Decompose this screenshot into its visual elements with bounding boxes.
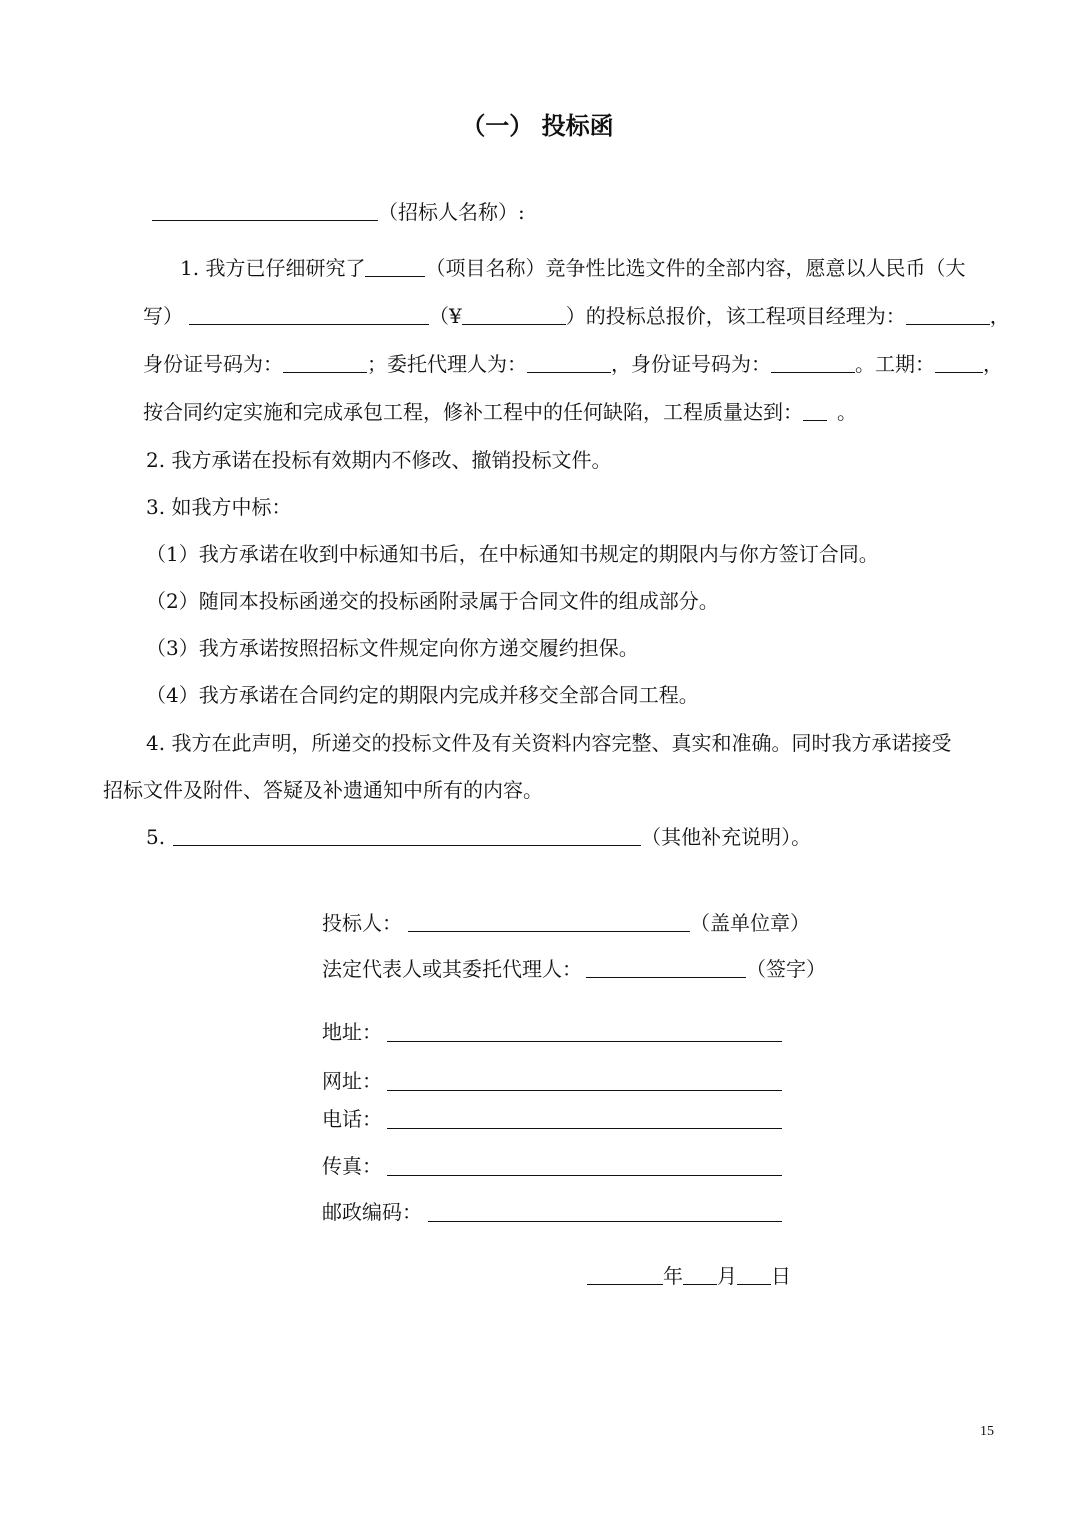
item4-line2: 招标文件及附件、答疑及补遗通知中所有的内容。	[103, 778, 543, 802]
year-blank[interactable]	[587, 1264, 663, 1285]
website-blank[interactable]	[387, 1090, 782, 1091]
item3-heading: 3. 如我方中标：	[146, 495, 292, 519]
project-name-blank[interactable]	[365, 256, 425, 277]
address-label: 地址：	[322, 1020, 382, 1044]
item3-sub-3: （3）我方承诺按照招标文件规定向你方递交履约担保。	[146, 636, 639, 660]
amount-in-figures-blank[interactable]	[462, 304, 566, 325]
bidder-line: 投标人： （盖单位章）	[322, 911, 810, 935]
postcode-label: 邮政编码：	[322, 1200, 422, 1224]
duration-blank[interactable]	[935, 352, 983, 373]
page-number: 15	[980, 1424, 994, 1439]
page-title: （一） 投标函	[461, 112, 614, 140]
website-label: 网址：	[322, 1069, 382, 1093]
representative-line: 法定代表人或其委托代理人： （签字）	[322, 957, 826, 981]
phone-blank[interactable]	[387, 1128, 782, 1129]
item2: 2. 我方承诺在投标有效期内不修改、撤销投标文件。	[146, 448, 612, 472]
date-line: 年 月 日	[587, 1262, 791, 1290]
representative-blank[interactable]	[586, 957, 746, 978]
addressee-line	[152, 198, 525, 226]
item5-line: 5. （其他补充说明）。	[146, 825, 812, 849]
fax-label: 传真：	[322, 1154, 382, 1178]
item3-sub-4: （4）我方承诺在合同约定的期限内完成并移交全部合同工程。	[146, 683, 699, 707]
item1-line2: 写） （¥ ）的投标总报价，该工程项目经理为： ，	[143, 304, 1010, 328]
fax-blank[interactable]	[387, 1175, 782, 1176]
supplementary-blank[interactable]	[173, 825, 641, 846]
day-blank[interactable]	[737, 1264, 771, 1285]
phone-label: 电话：	[322, 1107, 382, 1131]
manager-id-blank[interactable]	[283, 352, 367, 373]
item3-sub-1: （1）我方承诺在收到中标通知书后，在中标通知书规定的期限内与你方签订合同。	[146, 542, 879, 566]
tenderer-name-blank[interactable]	[152, 200, 378, 221]
agent-id-blank[interactable]	[771, 352, 855, 373]
item3-sub-2: （2）随同本投标函递交的投标函附录属于合同文件的组成部分。	[146, 589, 719, 613]
quality-blank[interactable]	[803, 400, 827, 421]
item1-line3: 身份证号码为： ；委托代理人为： ，身份证号码为： 。工期： ，	[143, 352, 1003, 376]
item1-line1: 1. 我方已仔细研究了 （项目名称）竞争性比选文件的全部内容，愿意以人民币（大	[180, 256, 966, 280]
postcode-blank[interactable]	[428, 1221, 782, 1222]
item1-line4: 按合同约定实施和完成承包工程，修补工程中的任何缺陷，工程质量达到： 。	[143, 400, 857, 424]
bidder-blank[interactable]	[408, 911, 690, 932]
address-blank[interactable]	[387, 1041, 782, 1042]
project-manager-blank[interactable]	[906, 304, 990, 325]
item4-line1: 4. 我方在此声明，所递交的投标文件及有关资料内容完整、真实和准确。同时我方承诺接受	[146, 731, 952, 755]
month-blank[interactable]	[683, 1264, 717, 1285]
addressee-suffix: （招标人名称）:	[378, 200, 525, 224]
agent-name-blank[interactable]	[527, 352, 611, 373]
amount-in-words-blank[interactable]	[189, 304, 429, 325]
